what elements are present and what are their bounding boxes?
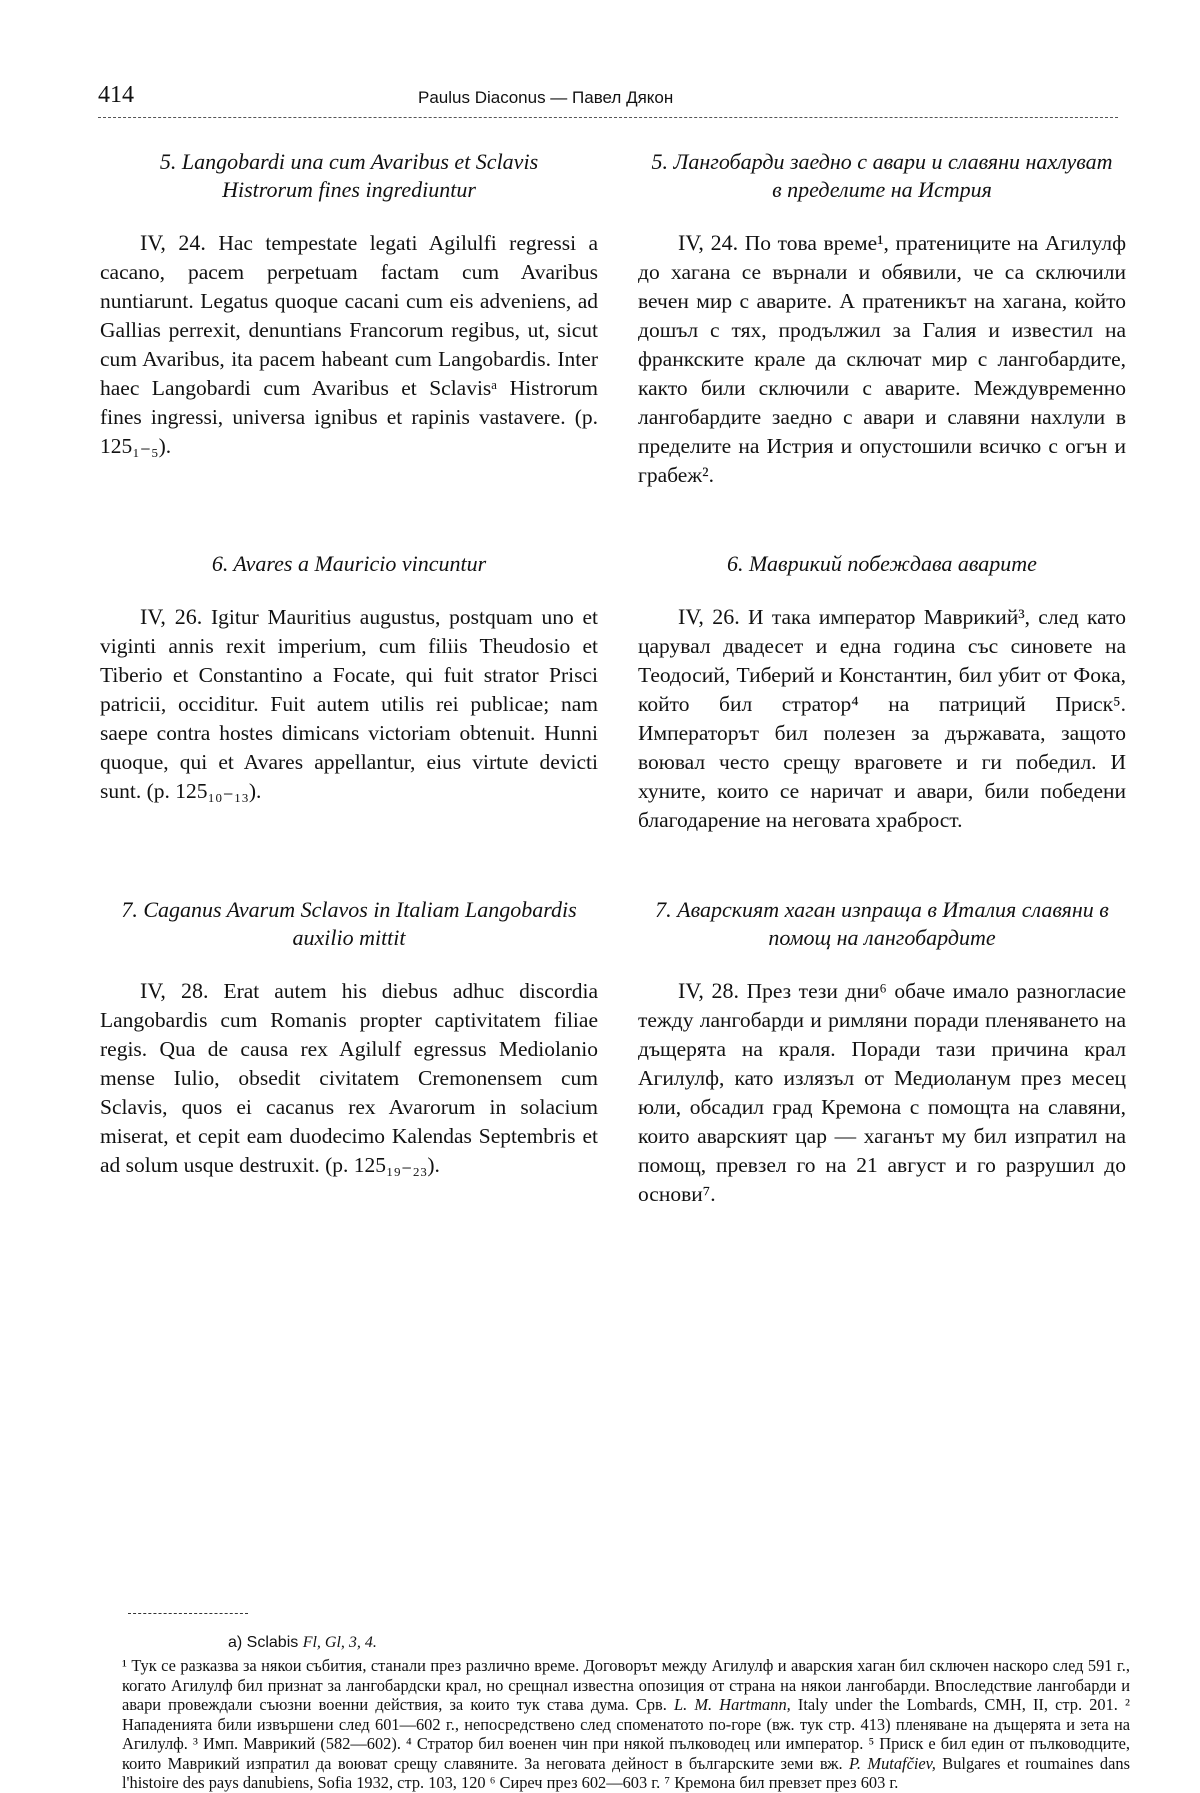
latin-section-7: [100, 896, 598, 1180]
book-chapter-ref: IV, 28.: [140, 978, 209, 1003]
book-chapter-ref: IV, 26.: [678, 604, 740, 629]
latin-section-5: [100, 148, 598, 461]
bulgarian-section-5: [638, 148, 1126, 490]
bulgarian-section-title: 5. Лангобарди заедно с авари и славяни нахлуват в пределите на Истрия: [651, 149, 1113, 202]
bulgarian-section-7: [638, 896, 1126, 1209]
footnote-4: ⁴ Стратор бил военен чин при някой пълководец или император.: [406, 1734, 864, 1753]
bulgarian-section-title: 6. Маврикий побеждава аварите: [727, 551, 1037, 576]
page-number: 414: [98, 82, 134, 108]
footnote-5-work: Bulgares et roumaines dans l'histoire des pays danubiens, Sofia 1932, стр. 103, 120: [122, 1753, 1130, 1792]
footnote-5: ⁵ Приск е бил един от пълководците, които Маврикий изпратил да воюват срещу славяните. За неговата дейност в българските земи вж.: [122, 1734, 1130, 1773]
bulgarian-section-title: 7. Аварският хаган изпраща в Италия славяни в помощ на лангобардите: [655, 897, 1109, 950]
footnotes: [122, 1656, 1130, 1793]
footnote-1-work: Italy under the Lombards, CMH, II, стр. 201.: [797, 1695, 1118, 1714]
variant-sigla: Fl, Gl, 3, 4.: [302, 1634, 377, 1651]
latin-section-title: 7. Caganus Avarum Sclavos in Italiam Langobardis auxilio mittit: [121, 897, 577, 950]
book-chapter-ref: IV, 24.: [140, 230, 206, 255]
bulgarian-section-text: [638, 976, 1126, 1209]
footnote-1: ¹ Тук се разказва за някои събития, станали през различно време. Договорът между Агилулф и аварския хаган бил сключен наскоро след 591 г., когато Агилулф бил признат за лангобардски крал, но срещнал известна опозиция от страна на някои лангобарди. Впоследствие лангобарди и авари провеждали съюзни военни действия, за които тук става дума. Срв.: [122, 1656, 1130, 1714]
latin-text: Igitur Mauritius augustus, postquam uno et viginti annis rexit imperium, cum filiis Theudosio et Tiberio et Constantino a Focate, qui fuit strator Prisci patricii, occiditur. Fuit autem utilis rei publicae; nam saepe contra hostes dimicans victoriam obtenuit. Hunni quoque, qui et Avares appellantur, eius virtute devicti sunt. (p. 125₁₀₋₁₃).: [100, 605, 598, 803]
book-chapter-ref: IV, 26.: [140, 604, 203, 629]
bulgarian-text: По това време¹, пратениците на Агилулф до хагана се върнали и обявили, че са сключили вечен мир с аварите. А пратеникът на хагана, който дошъл с тях, продължил за Галия и известил на франкските крале да сключат мир с лангобардите, както били сключили с аварите. Междувременно лангобардите заедно с авари и славяни нахлули в пределите на Истрия и опустошили всичко с огън и грабеж².: [638, 231, 1127, 487]
running-head: Paulus Diaconus — Павел Дякон: [418, 88, 674, 107]
latin-section-text: [100, 228, 598, 461]
latin-section-text: [100, 602, 598, 806]
latin-text: Erat autem his diebus adhuc discordia Langobardis cum Romanis propter captivitatem filiae regis. Qua de causa rex Agilulf egressus Mediolanio mense Iulio, obsedit civitatem Cremonensem cum Sclavis, quos ei cacanus rex Avarorum in solacium miserat, et cepit eam duodecimo Kalendas Septembris et ad solum usque destruxit. (p. 125₁₉₋₂₃).: [100, 979, 598, 1177]
footnote-1-author: L. M. Hartmann,: [674, 1695, 791, 1714]
bulgarian-section-6: [638, 550, 1126, 835]
footnote-7: ⁷ Кремона бил превзет през 603 г.: [664, 1773, 899, 1792]
latin-section-title: 6. Avares a Mauricio vincuntur: [211, 551, 487, 576]
variant-text: a) Sclabis: [228, 1634, 299, 1651]
page-header: [98, 82, 1118, 122]
bulgarian-section-text: [638, 228, 1126, 490]
footnote-6: ⁶ Сиреч през 602—603 г.: [489, 1773, 661, 1792]
bulgarian-section-text: [638, 602, 1126, 835]
latin-text: Hac tempestate legati Agilulfi regressi a cacano, pacem perpetuam factam cum Avaribus nuntiarunt. Legatus quoque cacani cum eis adveniens, ad Gallias perrexit, denuntians Francorum regibus, ut, sicut cum Avaribus, ita pacem habeant cum Langobardis. Inter haec Langobardi cum Avaribus et Sclavisᵃ Histrorum fines ingressi, universa ignibus et rapinis vastavere. (p. 125₁₋₅).: [100, 231, 598, 458]
variant-reading-note: [228, 1634, 377, 1652]
footnote-5-author: P. Mutafčiev,: [848, 1753, 936, 1773]
latin-section-title: 5. Langobardi una cum Avaribus et Sclavis Histrorum fines ingrediuntur: [159, 149, 539, 202]
footnote-rule: [128, 1613, 248, 1614]
latin-section-text: [100, 976, 598, 1180]
footnote-3: ³ Имп. Маврикий (582—602).: [193, 1734, 401, 1753]
latin-section-6: [100, 550, 598, 806]
header-rule: [98, 117, 1118, 118]
footnote-2: ² Нападенията били извършени след 601—602 г., непосредствено след споменатото по-горе (вж. тук стр. 413) пленяване на дъщерята и зета на Агилулф.: [122, 1695, 1130, 1753]
book-chapter-ref: IV, 24.: [678, 230, 739, 255]
bulgarian-text: И така император Маврикий³, след като царувал двадесет и една година със синовете на Теодосий, Тиберий и Константин, бил убит от Фока, който бил стратор⁴ на патриций Приск⁵. Императорът бил полезен за държавата, защото воювал често срещу враговете и ги победил. И хуните, които се наричат и авари, били победени благодарение на неговата храброст.: [638, 605, 1126, 832]
bulgarian-text: През тези дни⁶ обаче имало разногласие тежду лангобарди и римляни поради пленяването на дъщерята на краля. Поради тази причина крал Агилулф, като излязъл от Медиоланум през месец юли, обсадил град Кремона с помощта на славяни, които аварският цар — хаганът му бил изпратил на помощ, превзел го на 21 август и го разрушил до основи⁷.: [638, 979, 1126, 1206]
book-chapter-ref: IV, 28.: [678, 978, 740, 1003]
